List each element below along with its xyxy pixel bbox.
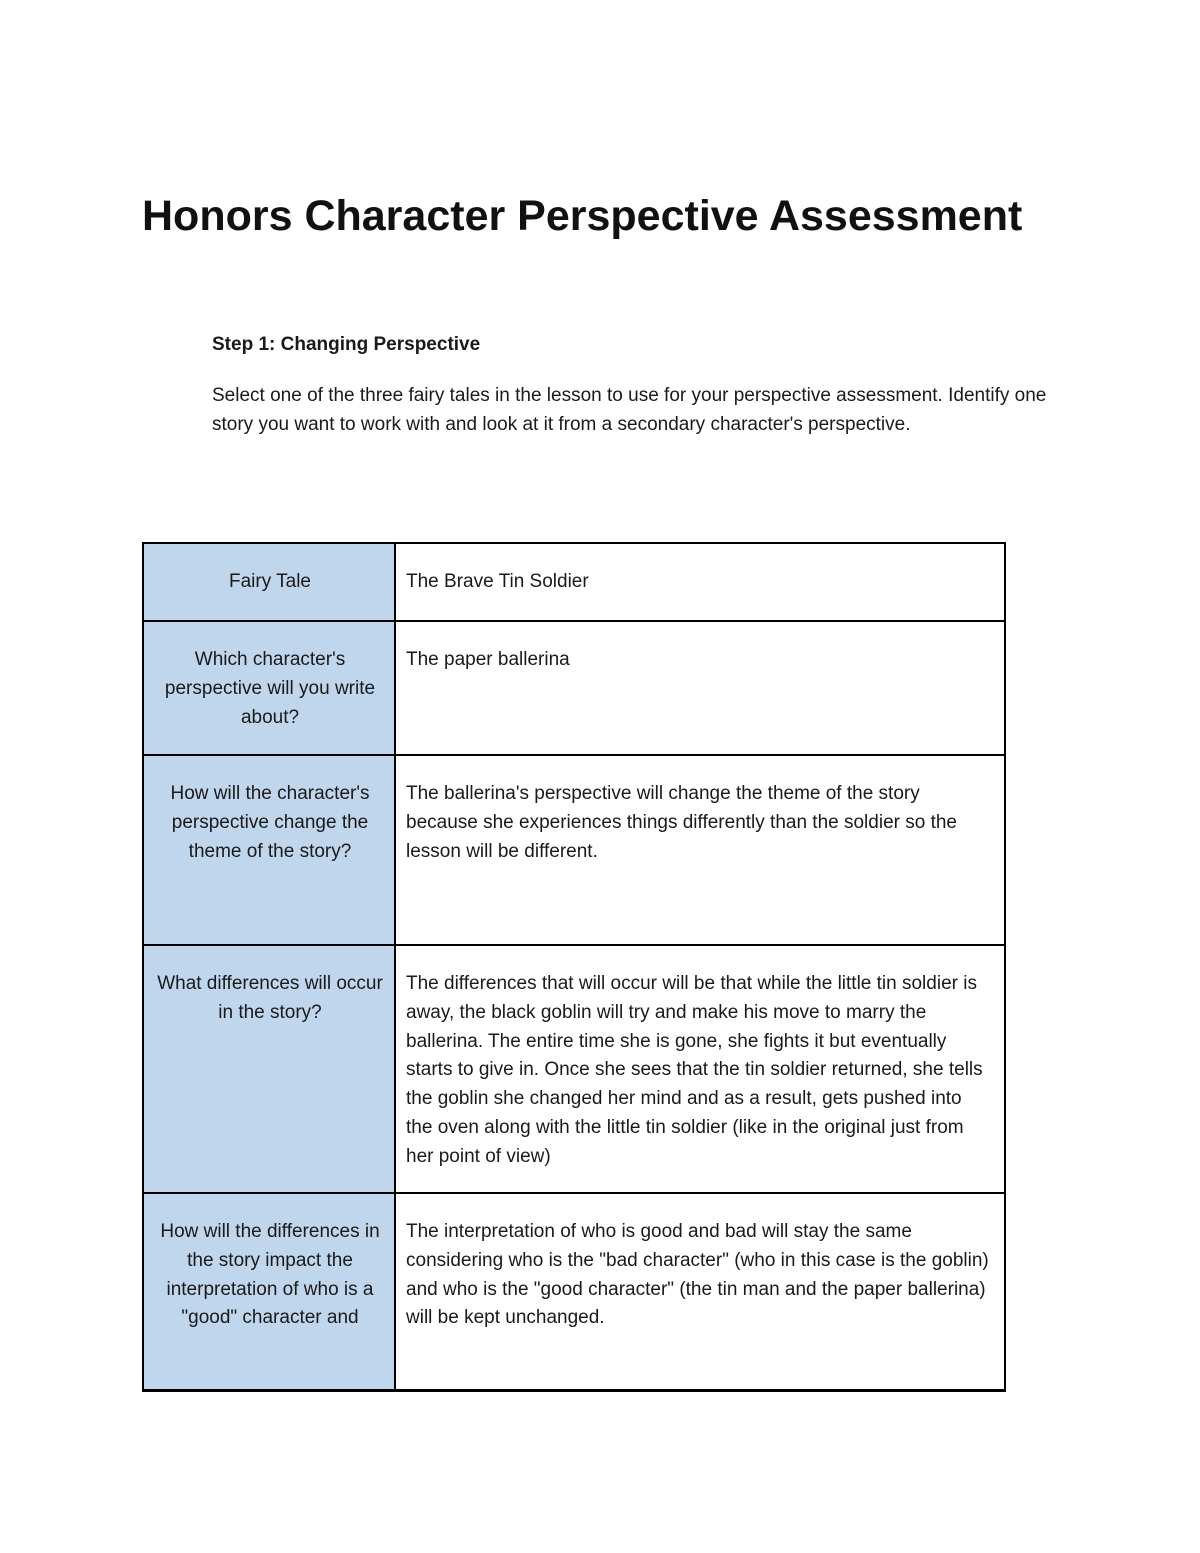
assessment-table-container <box>142 542 1006 1392</box>
answer-cell[interactable] <box>395 755 1005 945</box>
document-title: Honors Character Perspective Assessment <box>142 192 1023 240</box>
table-row <box>143 1193 1005 1392</box>
table-row <box>143 621 1005 755</box>
question-cell <box>143 755 395 945</box>
answer-cell[interactable] <box>395 621 1005 755</box>
question-cell <box>143 945 395 1193</box>
question-cell <box>143 621 395 755</box>
answer-text: The ballerina's perspective will change the theme of the story because she experiences things differently than the soldier so the lesson will be different. <box>406 783 957 862</box>
question-text: Which character's perspective will you write about? <box>164 649 376 728</box>
table-row <box>143 755 1005 945</box>
question-text: How will the differences in the story impact the interpretation of who is a "good" character and <box>160 1221 380 1329</box>
intro-paragraph: Select one of the three fairy tales in the lesson to use for your perspective assessment. Identify one story you want to work with and look at it from a secondary character's perspective. <box>212 385 1047 435</box>
question-cell <box>143 1193 395 1392</box>
answer-cell[interactable] <box>395 1193 1005 1392</box>
assessment-table <box>142 542 1006 1392</box>
answer-cell[interactable] <box>395 945 1005 1193</box>
question-text: Fairy Tale <box>228 571 311 592</box>
question-cell <box>143 543 395 621</box>
answer-text: The Brave Tin Soldier <box>406 571 589 592</box>
step-heading: Step 1: Changing Perspective <box>212 334 481 355</box>
table-row <box>143 945 1005 1193</box>
answer-cell[interactable] <box>395 543 1005 621</box>
question-text: What differences will occur in the story? <box>157 973 383 1023</box>
answer-text: The differences that will occur will be that while the little tin soldier is away, the black goblin will try and make his move to marry the ballerina. The entire time she is gone, she fights it but eventually starts to give in. Once she sees that the tin soldier returned, she tells the goblin she changed her mind and as a result, gets pushed into the oven along with the little tin soldier (like in the original just from her point of view) <box>406 973 983 1167</box>
answer-text: The interpretation of who is good and bad will stay the same considering who is the "bad character" (who in this case is the goblin) and who is the "good character" (the tin man and the paper ballerina) will be kept unchanged. <box>406 1221 989 1329</box>
answer-text: The paper ballerina <box>406 649 570 670</box>
table-row <box>143 543 1005 621</box>
question-text: How will the character's perspective change the theme of the story? <box>170 783 370 862</box>
